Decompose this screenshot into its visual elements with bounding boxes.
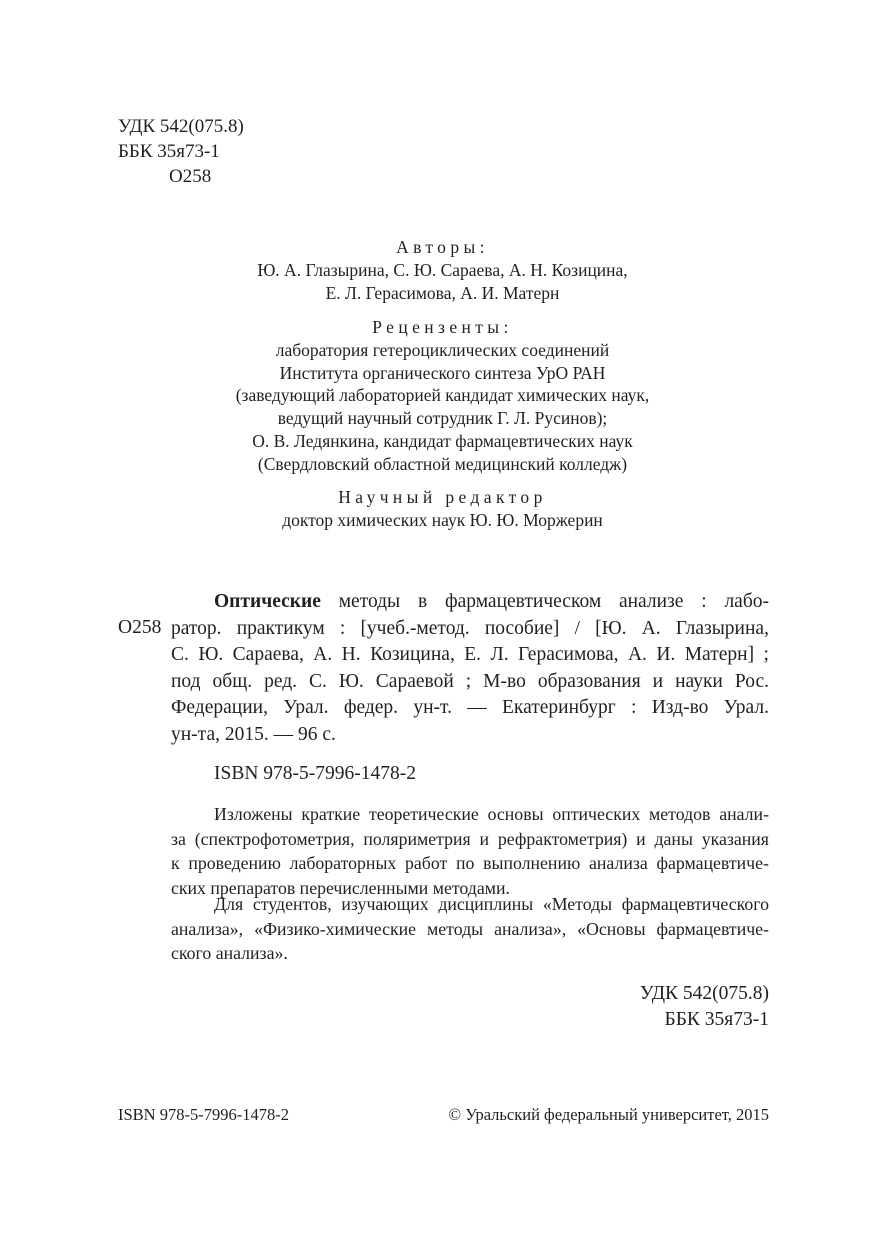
- classification-codes: [118, 114, 244, 189]
- abstract-line: ских препаратов перечисленными методами.: [171, 877, 510, 898]
- abstract-line: анализа», «Физико-химические методы анализа», «Основы фармацевтиче-: [171, 918, 769, 939]
- abstract-paragraph: [171, 802, 769, 900]
- biblio-line: С. Ю. Сараева, А. Н. Козицина, Е. Л. Герасимова, А. И. Матерн] ;: [171, 644, 769, 666]
- abstract-line: к проведению лабораторных работ по выполнению анализа фармацевтиче-: [171, 853, 769, 874]
- reviewers-line: лаборатория гетероциклических соединений: [275, 339, 610, 360]
- reviewers-line: Института органического синтеза УрО РАН: [279, 362, 606, 383]
- reviewers-line: (Свердловский областной медицинский колледж): [257, 453, 628, 474]
- reviewers-line: (заведующий лабораторией кандидат химических наук,: [235, 385, 650, 406]
- udk-code: УДК 542(075.8): [118, 116, 244, 137]
- bbk-code: ББК 35я73-1: [118, 141, 220, 162]
- editor-heading: Научный редактор: [338, 487, 547, 507]
- editor-line: доктор химических наук Ю. Ю. Моржерин: [282, 509, 603, 530]
- biblio-line: под общ. ред. С. Ю. Сараевой ; М-во образования и науки Рос.: [171, 670, 769, 692]
- abstract-paragraph: [171, 892, 769, 966]
- authors-line: Е. Л. Герасимова, А. И. Матерн: [325, 282, 560, 303]
- biblio-line: Федерации, Урал. федер. ун-т. — Екатеринбург : Изд-во Урал.: [171, 697, 769, 719]
- editor-block: [140, 486, 745, 532]
- footer-copyright: © Уральский федеральный университет, 2015: [448, 1105, 769, 1124]
- authors-line: Ю. А. Глазырина, С. Ю. Сараева, А. Н. Козицина,: [257, 259, 628, 280]
- reviewers-line: ведущий научный сотрудник Г. Л. Русинов);: [277, 408, 608, 429]
- udk-code-bottom: УДК 542(075.8): [639, 983, 769, 1004]
- footer-isbn: ISBN 978-5-7996-1478-2: [118, 1105, 289, 1124]
- classification-bottom: [640, 981, 769, 1033]
- abstract-line: за (спектрофотометрия, поляриметрия и рефрактометрия) и даны указания: [171, 828, 769, 849]
- reviewers-block: [140, 316, 745, 476]
- isbn: ISBN 978-5-7996-1478-2: [214, 763, 417, 784]
- biblio-line: ун-та, 2015. — 96 с.: [171, 723, 336, 745]
- bibliographic-record: [171, 589, 769, 749]
- bbk-code-bottom: ББК 35я73-1: [664, 1009, 769, 1030]
- reviewers-line: О. В. Ледянкина, кандидат фармацевтических наук: [252, 430, 633, 451]
- biblio-line: ратор. практикум : [учеб.-метод. пособие] / [Ю. А. Глазырина,: [171, 617, 769, 639]
- abstract-line: Изложены краткие теоретические основы оптических методов анали-: [214, 804, 769, 824]
- biblio-author-mark: О258: [118, 617, 162, 638]
- authors-heading: Авторы:: [396, 237, 489, 257]
- abstract-line: ского анализа».: [171, 943, 288, 964]
- author-mark: О258: [169, 166, 212, 187]
- authors-block: [140, 236, 745, 304]
- biblio-line: Оптические методы в фармацевтическом анализе : лабо-: [171, 589, 769, 616]
- reviewers-heading: Рецензенты:: [372, 317, 513, 337]
- abstract-line: Для студентов, изучающих дисциплины «Методы фармацевтического: [214, 894, 769, 914]
- biblio-title-bold: Оптические: [214, 591, 321, 612]
